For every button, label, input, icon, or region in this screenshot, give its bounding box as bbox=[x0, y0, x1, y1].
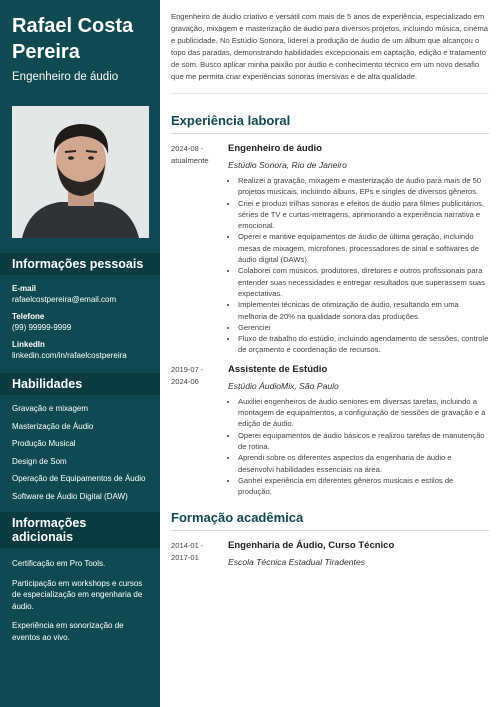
skill-item: Gravação e mixagem bbox=[12, 404, 89, 413]
additional-item: Certificação em Pro Tools. bbox=[12, 559, 106, 568]
job-org: Estúdio Sonora, Rio de Janeiro bbox=[228, 160, 347, 170]
list-item: • Realizei a gravação, mixagem e masterização de áudio para mais de 50 projetos musicais, incluindo álbuns, EPs e singles de diversos gêneros. bbox=[238, 175, 489, 198]
list-item: • Ganhei experiência em diferentes gêneros musicais e estilos de produção. bbox=[238, 475, 489, 498]
main-content bbox=[171, 0, 489, 568]
list-item: • Gerenciei bbox=[238, 322, 489, 333]
list-item: • Criei e produzi trilhas sonoras e efeitos de áudio para filmes publicitários, séries de TV e curtas-metragens, aprimorando a experiência narrativa e emocional. bbox=[238, 198, 489, 232]
skill-item: Design de Som bbox=[12, 456, 67, 466]
education-org: Escola Técnica Estadual Tiradentes bbox=[228, 557, 366, 568]
phone-value[interactable]: (99) 99999-9999 bbox=[12, 323, 72, 332]
phone-label: Telefone bbox=[12, 312, 45, 321]
linkedin-label: LinkedIn bbox=[12, 340, 45, 349]
email-label: E-mail bbox=[12, 284, 37, 293]
job-entry bbox=[171, 364, 489, 498]
additional-item: Experiência em sonorização de eventos ao vivo. bbox=[12, 621, 124, 642]
list-item: • Colaborei com músicos, produtores, diretores e outros profissionais para entender suas necessidades e entregar resultados que superassem suas expectativas. bbox=[238, 265, 489, 299]
skill-item: Masterização de Áudio bbox=[12, 421, 94, 431]
education-date: 2014-01 - 2017-01 bbox=[171, 541, 204, 563]
additional-item: Participação em workshops e cursos de especialização em engenharia de áudio. bbox=[12, 578, 143, 611]
profile-photo bbox=[12, 106, 149, 238]
list-item: • Implementei técnicas de otimização de áudio, resultando em uma melhoria de 20% na qualidade sonora das produções. bbox=[238, 299, 489, 322]
candidate-name bbox=[0, 0, 160, 65]
email-value[interactable]: rafaelcostpereira@email.com bbox=[12, 295, 117, 304]
person-silhouette-icon bbox=[12, 106, 149, 238]
skills-list bbox=[0, 400, 160, 505]
skill-item: Software de Áudio Digital (DAW) bbox=[12, 491, 128, 501]
personal-info-heading: Informações pessoais bbox=[0, 253, 160, 275]
job-bullets bbox=[228, 175, 489, 356]
experience-heading: Experiência laboral bbox=[171, 113, 291, 128]
education-title: Engenharia de Áudio, Curso Técnico bbox=[228, 540, 395, 552]
profile-summary: Engenheiro de áudio criativo e versátil com mais de 5 anos de experiência, especializado em gravação, mixagem e masterização de áudio para diversos projetos, incluindo música, cinema e publicidade. No Estúdio Sonora, liderei a produção de áudio de um álbum que alcançou o topo das paradas, demonstrando habilidades excepcionais em captação, edição e tratamento de som. Busco aplicar minha paixão por áudio e conhecimento técnico em um novo desafio que me permita criar experiências sonoras imersivas e de alta qualidade. bbox=[171, 12, 488, 81]
list-item: • Fluxo de trabalho do estúdio, incluindo agendamento de sessões, controle de orçamento e coordenação de recursos. bbox=[238, 333, 489, 356]
skills-heading: Habilidades bbox=[0, 373, 160, 395]
candidate-role: Engenheiro de áudio bbox=[12, 71, 119, 83]
job-date: 2024-08 - atualmente bbox=[171, 144, 209, 165]
name-line-2: Pereira bbox=[12, 41, 80, 63]
list-item: • Operei equipamentos de áudio básicos e realizou tarefas de manutenção de rotina. bbox=[238, 430, 489, 453]
name-line-1: Rafael Costa bbox=[12, 15, 134, 37]
job-date: 2019-07 - 2024-06 bbox=[171, 364, 204, 386]
skill-item: Produção Musical bbox=[12, 439, 76, 448]
job-title: Engenheiro de áudio bbox=[228, 143, 322, 154]
linkedin-value[interactable]: linkedin.com/in/rafaelcostpereira bbox=[12, 351, 127, 360]
job-bullets bbox=[228, 396, 489, 498]
skill-item: Operação de Equipamentos de Áudio bbox=[12, 474, 146, 483]
list-item: • Auxiliei engenheiros de áudio seniores em diversas tarefas, incluindo a montagem de equipamentos, a configuração de sessões de gravação e a edição de áudio. bbox=[238, 396, 489, 430]
list-item: • Aprendi sobre os diferentes aspectos da engenharia de áudio e desenvolvi habilidades essenciais na área. bbox=[238, 452, 489, 475]
additional-info-heading: Informações adicionais bbox=[0, 512, 160, 548]
education-heading: Formação acadêmica bbox=[171, 510, 304, 526]
job-entry bbox=[171, 143, 489, 356]
list-item: • Operei e mantive equipamentos de áudio de última geração, incluindo mesas de mixagem, microfones, processadores de sinal e softwares de áudio digital (DAWs). bbox=[238, 231, 489, 265]
job-org: Estúdio ÁudioMix, São Paulo bbox=[228, 380, 339, 391]
job-title: Assistente de Estúdio bbox=[228, 363, 328, 375]
sidebar bbox=[0, 0, 160, 707]
education-entry bbox=[171, 540, 489, 568]
